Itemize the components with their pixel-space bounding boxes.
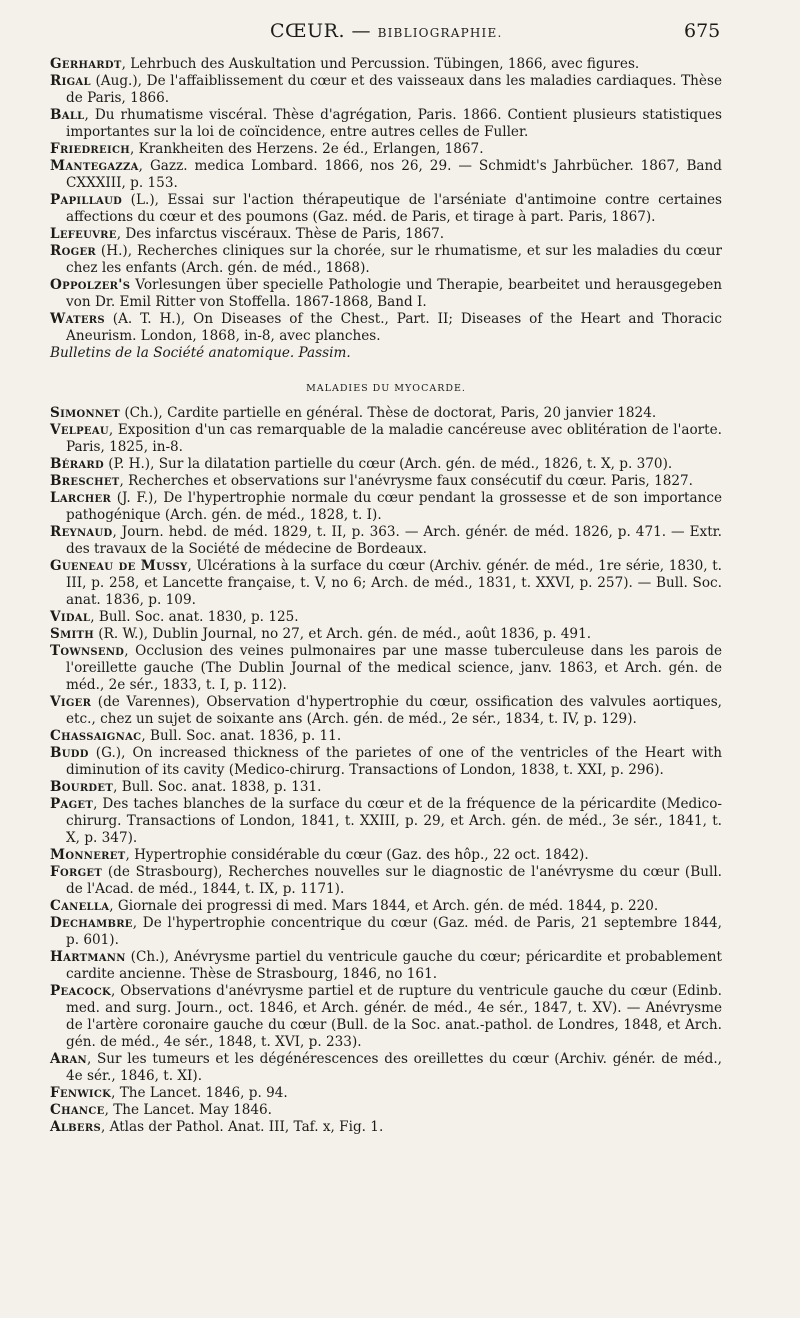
entry-author: Monneret <box>50 847 126 863</box>
bibliography-entry <box>50 779 722 796</box>
entry-author: Gerhardt <box>50 56 122 72</box>
bibliography-entry <box>50 56 722 73</box>
bibliography-entry <box>50 864 722 898</box>
entry-author: Velpeau <box>50 422 109 438</box>
entry-text: , Sur les tumeurs et les dégénérescences des oreillettes du cœur (Archiv. génér. de méd., 4e sér., 1846, t. XI). <box>66 1051 722 1084</box>
bibliography-entry <box>50 643 722 694</box>
entry-author: Rigal <box>50 73 91 89</box>
bibliography-entry <box>50 796 722 847</box>
bibliography-entry <box>50 1119 722 1136</box>
entry-text: , Bull. Soc. anat. 1838, p. 131. <box>113 779 322 795</box>
section-title: MALADIES DU MYOCARDE. <box>306 383 466 394</box>
entry-text: , Des taches blanches de la surface du cœur et de la fréquence de la péricardite (Medico-chirurg. Transactions of London, 1841, t. XXIII, p. 29, et Arch. gén. de méd., 3e sér., 1841, t. X, p. 347). <box>66 796 722 846</box>
bibliography-entry <box>50 311 722 345</box>
entry-author: Albers <box>50 1119 101 1135</box>
entry-author: Friedreich <box>50 141 130 157</box>
entry-text: (de Varennes), Observation d'hypertrophie du cœur, ossification des valvules aortiques, etc., chez un sujet de soixante ans (Arch. gén. de méd., 2e sér., 1834, t. IV, p. 129). <box>66 694 722 727</box>
entry-author: Papillaud <box>50 192 123 208</box>
entry-text: , Lehrbuch des Auskultation und Percussion. Tübingen, 1866, avec figures. <box>121 56 640 72</box>
entry-text: Vorlesungen über specielle Pathologie und Therapie, bearbeitet und herausgegeben von Dr. Emil Ritter von Stoffella. 1867-1868, Band I. <box>66 277 722 310</box>
entry-text: , Giornale dei progressi di med. Mars 1844, et Arch. gén. de méd. 1844, p. 220. <box>109 898 659 914</box>
bibliography-entry <box>50 524 722 558</box>
bibliography-entry <box>50 626 722 643</box>
bibliography-entry <box>50 345 722 362</box>
header-title: CŒUR. — BIBLIOGRAPHIE. <box>270 20 503 42</box>
entry-text: , The Lancet. 1846, p. 94. <box>111 1085 288 1101</box>
entry-text: (de Strasbourg), Recherches nouvelles sur le diagnostic de l'anévrysme du cœur (Bull. de l'Acad. de méd., 1844, t. IX, p. 1171). <box>66 864 722 897</box>
entry-author: Hartmann <box>50 949 126 965</box>
entry-author: Chassaignac <box>50 728 142 744</box>
bibliography-entry <box>50 1051 722 1085</box>
bibliography-entry <box>50 609 722 626</box>
entry-author: Canella <box>50 898 110 914</box>
entry-author: Paget <box>50 796 94 812</box>
entry-text: (A. T. H.), On Diseases of the Chest., Part. II; Diseases of the Heart and Thoracic Aneurism. London, 1868, in-8, avec planches. <box>66 311 722 344</box>
bibliography-entry <box>50 73 722 107</box>
entry-author: Fenwick <box>50 1085 112 1101</box>
page-number: 675 <box>684 20 721 42</box>
entry-text: , The Lancet. May 1846. <box>104 1102 272 1118</box>
entry-author: Breschet <box>50 473 120 489</box>
entry-author: Chance <box>50 1102 105 1118</box>
bibliography-entry <box>50 141 722 158</box>
entry-author: Budd <box>50 745 89 761</box>
entry-author: Dechambre <box>50 915 133 931</box>
entry-text: , Observations d'anévrysme partiel et de rupture du ventricule gauche du cœur (Edinb. med. and surg. Journ., oct. 1846, et Arch. génér. de méd., 4e sér., 1847, t. XV). — Anévrysme de l'artère coronaire gauche du cœur (Bull. de la Soc. anat.-pathol. de Londres, 1848, et Arch. gén. de méd., 4e sér., 1848, t. XVI, p. 233). <box>66 983 722 1050</box>
entry-text: (Ch.), Anévrysme partiel du ventricule gauche du cœur; péricardite et probablement cardite ancienne. Thèse de Strasbourg, 1846, no 161. <box>66 949 722 982</box>
bibliography-list <box>50 56 722 1136</box>
bibliography-entry <box>50 226 722 243</box>
entry-text: , De l'hypertrophie concentrique du cœur (Gaz. méd. de Paris, 21 septembre 1844, p. 601). <box>66 915 722 948</box>
entry-author: Simonnet <box>50 405 121 421</box>
bibliography-entry <box>50 405 722 422</box>
bibliography-entry <box>50 243 722 277</box>
entry-author: Forget <box>50 864 103 880</box>
entry-text: , Journ. hebd. de méd. 1829, t. II, p. 363. — Arch. génér. de méd. 1826, p. 471. — Extr. des travaux de la Société de médecine de Bordeaux. <box>66 524 722 557</box>
entry-author: Vidal <box>50 609 91 625</box>
entry-author: Gueneau de Mussy <box>50 558 188 574</box>
entry-text: , Krankheiten des Herzens. 2e éd., Erlangen, 1867. <box>129 141 484 157</box>
entry-text: (L.), Essai sur l'action thérapeutique de l'arséniate d'antimoine contre certaines affections du cœur et des poumons (Gaz. méd. de Paris, et tirage à part. Paris, 1867). <box>66 192 722 225</box>
entry-text: , Occlusion des veines pulmonaires par une masse tuberculeuse dans les parois de l'oreillette gauche (The Dublin Journal of the medical science, janv. 1863, et Arch. gén. de méd., 2e sér., 1833, t. I, p. 112). <box>66 643 722 693</box>
bibliography-entry <box>50 277 722 311</box>
bibliography-group-general <box>50 56 722 362</box>
entry-text: , Bull. Soc. anat. 1836, p. 11. <box>141 728 342 744</box>
entry-text: , Recherches et observations sur l'anévrysme faux consécutif du cœur. Paris, 1827. <box>119 473 693 489</box>
entry-author: Ball <box>50 107 85 123</box>
entry-author: Bérard <box>50 456 104 472</box>
entry-text: , Du rhumatisme viscéral. Thèse d'agrégation, Paris. 1866. Contient plusieurs statistiques importantes sur la loi de coïncidence, entre autres celles de Fuller. <box>66 107 722 140</box>
bibliography-entry <box>50 456 722 473</box>
entry-text: , Atlas der Pathol. Anat. III, Taf. x, Fig. 1. <box>101 1119 384 1135</box>
bibliography-entry <box>50 158 722 192</box>
bibliography-entry <box>50 473 722 490</box>
entry-author: Lefeuvre <box>50 226 117 242</box>
bibliography-entry <box>50 745 722 779</box>
bibliography-entry <box>50 107 722 141</box>
bibliography-group-myocarde <box>50 405 722 1136</box>
bibliography-entry <box>50 898 722 915</box>
entry-author: Roger <box>50 243 96 259</box>
bibliography-entry <box>50 847 722 864</box>
bibliography-entry <box>50 558 722 609</box>
bibliography-entry <box>50 983 722 1051</box>
entry-text: , Hypertrophie considérable du cœur (Gaz. des hôp., 22 oct. 1842). <box>125 847 589 863</box>
bibliography-entry <box>50 949 722 983</box>
entry-text: Bulletins de la Société anatomique. Passim. <box>50 345 351 361</box>
running-header <box>0 18 800 48</box>
entry-text: , Exposition d'un cas remarquable de la maladie cancéreuse avec oblitération de l'aorte. Paris, 1825, in-8. <box>66 422 722 455</box>
bibliography-entry <box>50 1102 722 1119</box>
header-subtitle: BIBLIOGRAPHIE. <box>377 26 503 40</box>
entry-author: Smith <box>50 626 94 642</box>
bibliography-entry <box>50 1085 722 1102</box>
bibliography-entry <box>50 490 722 524</box>
entry-author: Aran <box>50 1051 87 1067</box>
entry-author: Bourdet <box>50 779 114 795</box>
entry-author: Viger <box>50 694 92 710</box>
entry-text: (P. H.), Sur la dilatation partielle du cœur (Arch. gén. de méd., 1826, t. X, p. 370). <box>103 456 673 472</box>
entry-text: (Ch.), Cardite partielle en général. Thèse de doctorat, Paris, 20 janvier 1824. <box>120 405 657 421</box>
entry-text: (R. W.), Dublin Journal, no 27, et Arch. gén. de méd., août 1836, p. 491. <box>93 626 592 642</box>
entry-text: (J. F.), De l'hypertrophie normale du cœur pendant la grossesse et de son importance pathogénique (Arch. gén. de méd., 1828, t. I). <box>66 490 722 523</box>
entry-author: Oppolzer's <box>50 277 131 293</box>
entry-text: , Ulcérations à la surface du cœur (Archiv. génér. de méd., 1re série, 1830, t. III, p. 258, et Lancette française, t. V, no 6; Arch. de méd., 1831, t. XXVI, p. 257). — Bull. Soc. anat. 1836, p. 109. <box>66 558 722 608</box>
bibliography-entry <box>50 192 722 226</box>
entry-text: (G.), On increased thickness of the parietes of one of the ventricles of the Heart with diminution of its cavity (Medico-chirurg. Transactions of London, 1838, t. XXI, p. 296). <box>66 745 722 778</box>
entry-author: Peacock <box>50 983 112 999</box>
entry-author: Larcher <box>50 490 112 506</box>
bibliography-entry <box>50 915 722 949</box>
entry-author: Townsend <box>50 643 125 659</box>
entry-text: (Aug.), De l'affaiblissement du cœur et des vaisseaux dans les maladies cardiaques. Thèse de Paris, 1866. <box>66 73 722 106</box>
bibliography-entry <box>50 422 722 456</box>
entry-text: , Bull. Soc. anat. 1830, p. 125. <box>90 609 299 625</box>
entry-text: (H.), Recherches cliniques sur la chorée, sur le rhumatisme, et sur les maladies du cœur chez les enfants (Arch. gén. de méd., 1868). <box>66 243 722 276</box>
bibliography-entry <box>50 728 722 745</box>
entry-text: , Gazz. medica Lombard. 1866, nos 26, 29. — Schmidt's Jahrbücher. 1867, Band CXXXIII, p. 153. <box>66 158 722 191</box>
entry-text: , Des infarctus viscéraux. Thèse de Paris, 1867. <box>116 226 445 242</box>
bibliography-entry <box>50 694 722 728</box>
entry-author: Mantegazza <box>50 158 139 174</box>
entry-author: Reynaud <box>50 524 113 540</box>
entry-author: Waters <box>50 311 105 327</box>
